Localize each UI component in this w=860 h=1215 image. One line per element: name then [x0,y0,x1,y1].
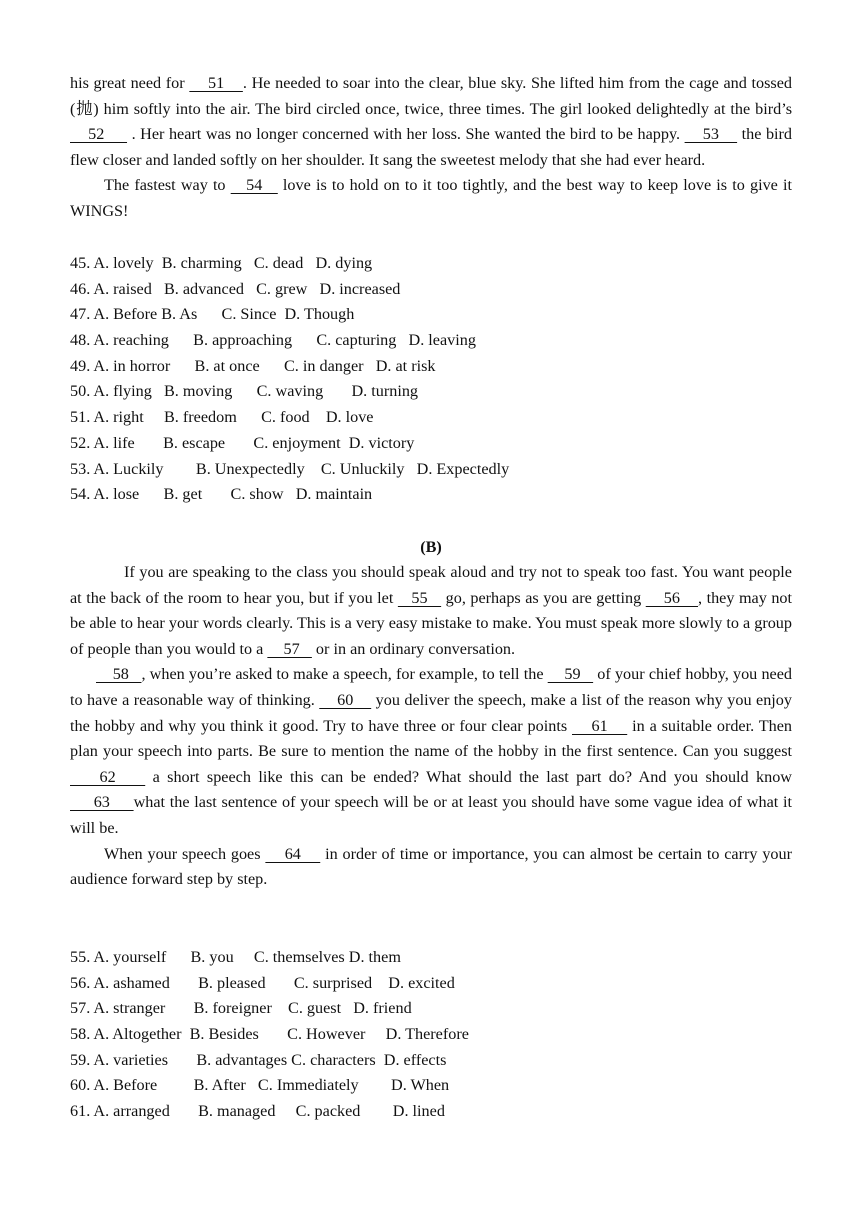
passage-a-paragraph-1 [70,71,792,173]
question-61: 61. A. arranged B. managed C. packed D. lined [70,1102,445,1121]
passage-b-title: (B) [420,538,442,556]
blank-53: 53 [684,125,738,144]
question-59: 59. A. varieties B. advantages C. characters D. effects [70,1050,447,1069]
text: If you are speaking to the class you should speak aloud and try not to speak too fast. You want people at the back of the room to hear you, but if you let [70,563,792,607]
passage-b-paragraph-1 [70,560,792,662]
text: , when you’re asked to make a speech, for example, to tell the [141,665,548,684]
passage-a-questions [70,251,792,508]
text: The fastest way to [104,176,231,195]
blank-54: 54 [230,176,278,195]
passage-b-paragraph-2 [70,662,792,841]
text: a short speech like this can be ended? What should the last part do? And you should know [145,767,792,786]
text: in order of time or importance, you can almost be certain to carry your audience forward step by step. [70,844,792,889]
question-52: 52. A. life B. escape C. enjoyment D. victory [70,433,415,452]
question-56: 56. A. ashamed B. pleased C. surprised D. excited [70,973,455,992]
text: . He needed to soar into the clear, blue sky. She lifted him from the cage and tossed (抛) him softly into the air. The bird circled once, twice, three times. The girl looked delightedly at the bird’s [70,74,792,118]
text: what the last sentence of your speech will be or at least you should have some vague idea of what it will be. [70,793,793,837]
question-46: 46. A. raised B. advanced C. grew D. increased [70,279,401,298]
question-60: 60. A. Before B. After C. Immediately D. When [70,1076,450,1095]
text: , they may not be able to hear your words clearly. This is a very easy mistake to make. You must speak more slowly to a group of people than you would to a [70,588,793,658]
text: in a suitable order. Then plan your speech into parts. Be sure to mention the name of the hobby in the first sentence. Can you suggest [70,716,793,761]
question-45: 45. A. lovely B. charming C. dead D. dying [70,254,373,272]
blank-63: 63 [70,793,134,812]
blank-60: 60 [319,690,372,709]
question-49: 49. A. in horror B. at once C. in danger D. at risk [70,356,436,375]
passage-b [70,560,792,893]
passage-a-paragraph-2 [70,173,792,224]
text: go, perhaps as you are getting [441,588,646,607]
text: or in an ordinary conversation. [311,639,516,658]
text: the bird flew closer and landed softly on her shoulder. It sang the sweetest melody that she had ever heard. [70,125,793,169]
blank-52: 52 [70,125,128,144]
blank-56: 56 [645,588,699,607]
blank-51: 51 [189,74,243,92]
question-48: 48. A. reaching B. approaching C. capturing D. leaving [70,331,476,350]
question-47: 47. A. Before B. As C. Since D. Though [70,305,355,324]
blank-62: 62 [70,767,146,786]
question-54: 54. A. lose B. get C. show D. maintain [70,485,373,504]
text: love is to hold on to it too tightly, and the best way to keep love is to give it WINGS! [70,176,792,220]
blank-58: 58 [96,665,142,684]
question-55: 55. A. yourself B. you C. themselves D. them [70,948,401,966]
blank-57: 57 [267,639,312,658]
text: you deliver the speech, make a list of the reason why you enjoy the hobby and why you think it good. Try to have three or four clear points [70,690,792,735]
text: . Her heart was no longer concerned with her loss. She wanted the bird to be happy. [127,125,685,144]
text: his great need for [70,74,190,92]
blank-55: 55 [397,588,442,607]
passage-b-questions [70,945,792,1125]
question-53: 53. A. Luckily B. Unexpectedly C. Unluckily D. Expectedly [70,459,510,478]
blank-64: 64 [265,844,321,863]
question-50: 50. A. flying B. moving C. waving D. turning [70,382,419,401]
question-57: 57. A. stranger B. foreigner C. guest D. friend [70,999,412,1018]
question-51: 51. A. right B. freedom C. food D. love [70,408,374,427]
passage-a [70,71,792,225]
passage-b-paragraph-3 [70,842,792,893]
text: When your speech goes [104,844,266,863]
question-58: 58. A. Altogether B. Besides C. However D. Therefore [70,1025,469,1044]
blank-61: 61 [572,716,628,735]
blank-59: 59 [547,665,594,684]
text: of your chief hobby, you need to have a reasonable way of thinking. [70,665,793,709]
